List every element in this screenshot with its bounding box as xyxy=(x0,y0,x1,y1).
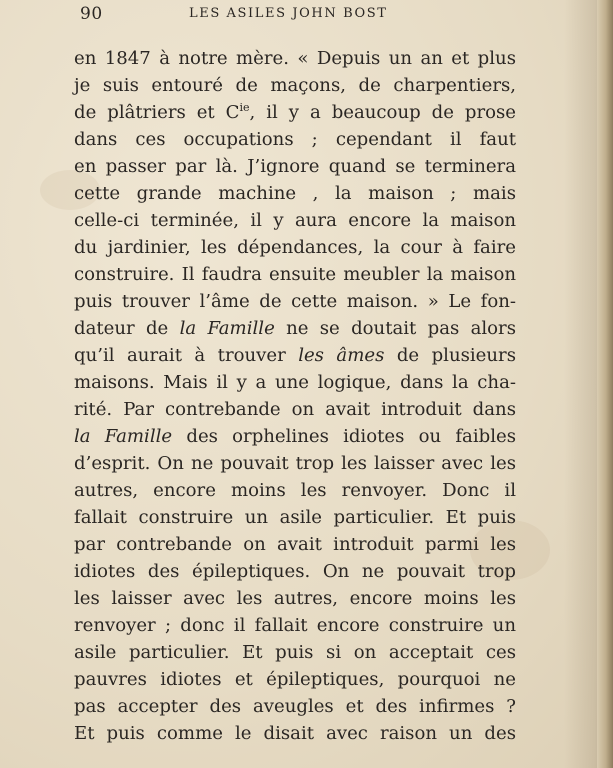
text-line: asile particulier. Et puis si on acceptait ces xyxy=(74,642,516,663)
text-line: fallait construire un asile particulier. Et puis xyxy=(74,507,516,528)
text-line: autres, encore moins les renvoyer. Donc il xyxy=(74,480,516,501)
text-line: Et puis comme le disait avec raison un des xyxy=(74,723,516,744)
text-line: en passer par là. J’ignore quand se terminera xyxy=(74,156,516,177)
text-line: la Famille des orphelines idiotes ou faibles xyxy=(74,426,516,447)
text-line: puis trouver l’âme de cette maison. » Le fon- xyxy=(74,291,516,312)
page-edge xyxy=(597,0,613,768)
text-line: en 1847 à notre mère. « Depuis un an et plus xyxy=(74,48,516,69)
text-line: pauvres idiotes et épileptiques, pourquoi ne xyxy=(74,669,516,690)
running-head: LES ASILES JOHN BOST xyxy=(189,6,388,21)
text-line: celle-ci terminée, il y aura encore la maison xyxy=(74,210,516,231)
text-line: par contrebande on avait introduit parmi les xyxy=(74,534,516,555)
text-line: les laisser avec les autres, encore moins les xyxy=(74,588,516,609)
text-line: pas accepter des aveugles et des infirmes ? xyxy=(74,696,516,717)
text-line: renvoyer ; donc il fallait encore construire un xyxy=(74,615,516,636)
text-line: qu’il aurait à trouver les âmes de plusieurs xyxy=(74,345,516,366)
text-line: de plâtriers et $C^{ie}$, il y a beaucoup de prose xyxy=(74,100,517,123)
text-line: maisons. Mais il y a une logique, dans la cha- xyxy=(74,372,516,393)
text-line: cette grande machine , la maison ; mais xyxy=(74,183,516,204)
page-number: 90 xyxy=(80,4,103,24)
text-line: je suis entouré de maçons, de charpentiers, xyxy=(74,75,516,96)
text-line: dateur de la Famille ne se doutait pas alors xyxy=(74,318,516,339)
body-text xyxy=(74,45,516,747)
text-line: dans ces occupations ; cependant il faut xyxy=(74,129,516,150)
page-header xyxy=(74,4,514,24)
text-line: rité. Par contrebande on avait introduit dans xyxy=(74,399,516,420)
text-line: construire. Il faudra ensuite meubler la maison xyxy=(74,264,516,285)
text-line: du jardinier, les dépendances, la cour à faire xyxy=(74,237,516,258)
text-line: d’esprit. On ne pouvait trop les laisser avec les xyxy=(74,453,516,474)
text-line: idiotes des épileptiques. On ne pouvait trop xyxy=(74,561,516,582)
